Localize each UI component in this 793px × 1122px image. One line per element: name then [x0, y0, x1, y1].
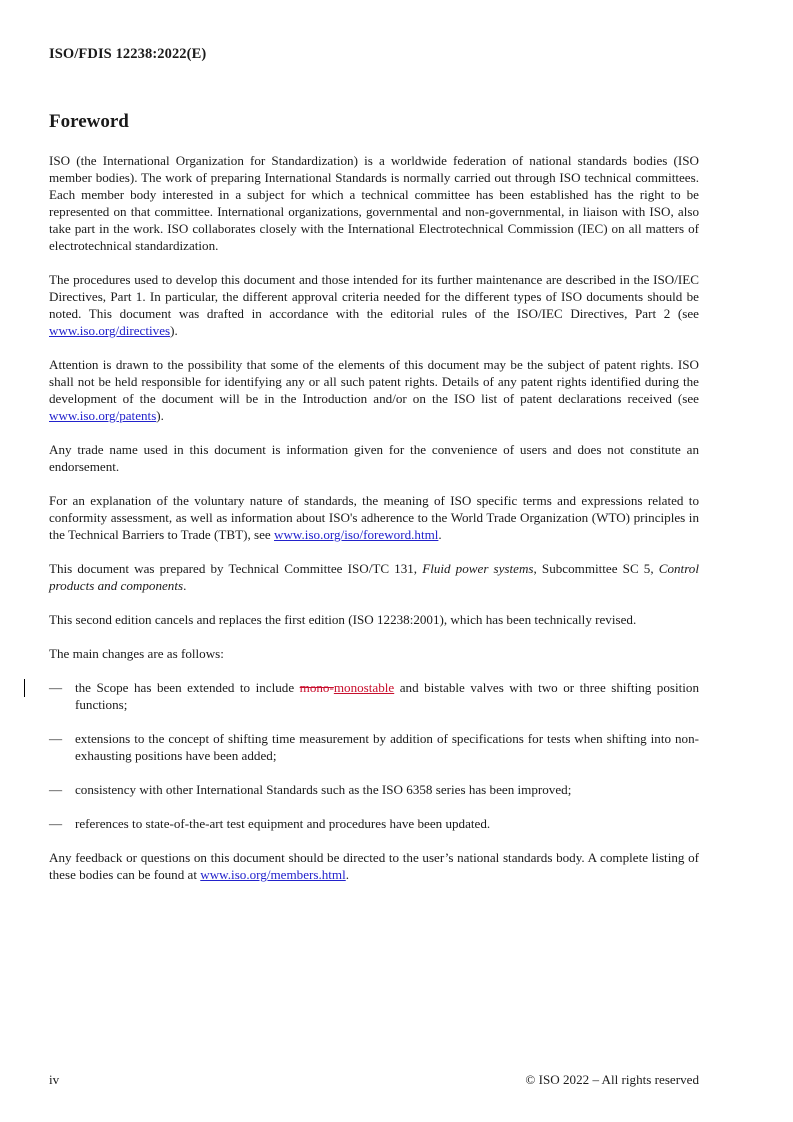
- paragraph-text: Attention is drawn to the possibility that some of the elements of this document may be the subject of patent rights. ISO shall not be held responsible for identifying any or all such patent rights. Details of any patent rights identified during the development of the document will be in the Introduction and/or on the ISO list of patent declarations received (see: [49, 357, 699, 406]
- foreword-body: [49, 152, 699, 900]
- dash-bullet-icon: —: [49, 816, 63, 831]
- paragraph-text: .: [183, 578, 187, 593]
- change-bar-marker: [24, 679, 25, 697]
- paragraph-patents: [49, 356, 699, 424]
- list-item-text: the Scope has been extended to include: [75, 680, 300, 695]
- paragraph-procedures: [49, 271, 699, 339]
- list-item-text: consistency with other International Standards such as the ISO 6358 series has been improved;: [75, 782, 572, 797]
- page-footer: [49, 1072, 699, 1088]
- paragraph-text: This document was prepared by Technical Committee ISO/TC 131,: [49, 561, 423, 576]
- list-item-text: extensions to the concept of shifting time measurement by addition of specifications for tests when shifting into non-exhausting positions have been added;: [75, 731, 699, 763]
- subcommittee-title: Control products and components: [49, 561, 699, 593]
- foreword-link[interactable]: www.iso.org/iso/foreword.html: [274, 527, 439, 542]
- document-id-header: ISO/FDIS 12238:2022(E): [49, 46, 207, 62]
- dash-bullet-icon: —: [49, 731, 63, 746]
- paragraph-text: Any feedback or questions on this document should be directed to the user’s national standards body. A complete listing of these bodies can be found at: [49, 850, 699, 882]
- dash-bullet-icon: —: [49, 680, 63, 695]
- list-item: [49, 815, 699, 832]
- list-item: [49, 679, 699, 713]
- list-item: [49, 781, 699, 798]
- paragraph-text: , Subcommittee SC 5,: [533, 561, 659, 576]
- paragraph-edition: This second edition cancels and replaces the first edition (ISO 12238:2001), which has been technically revised.: [49, 612, 637, 627]
- committee-title: Fluid power systems: [422, 561, 534, 576]
- paragraph-text: .: [345, 867, 350, 882]
- tracked-deletion: mono-: [299, 680, 334, 695]
- paragraph-main-changes-intro: The main changes are as follows:: [49, 646, 224, 661]
- tracked-insertion: monostable: [333, 680, 395, 695]
- paragraph-feedback: [49, 849, 699, 883]
- copyright-notice: © ISO 2022 – All rights reserved: [525, 1072, 699, 1087]
- paragraph-text: .: [438, 527, 442, 542]
- members-link[interactable]: www.iso.org/members.html: [200, 867, 346, 882]
- paragraph-text: ).: [156, 408, 164, 423]
- paragraph-text: ).: [170, 323, 178, 338]
- directives-link[interactable]: www.iso.org/directives: [49, 323, 171, 338]
- list-item-text: and bistable valves with two or three shifting position functions;: [75, 680, 699, 712]
- dash-bullet-icon: —: [49, 782, 63, 797]
- paragraph-trade-name: Any trade name used in this document is information given for the convenience of users and does not constitute an endorsement.: [49, 442, 699, 474]
- changes-list: [49, 679, 699, 832]
- patents-link[interactable]: www.iso.org/patents: [49, 408, 157, 423]
- paragraph-iso-intro: ISO (the International Organization for Standardization) is a worldwide federation of national standards bodies (ISO member bodies). The work of preparing International Standards is normally carried out through ISO technical committees. Each member body interested in a subject for which a technical committee has been established has the right to be represented on that committee. International organizations, governmental and non-governmental, in liaison with ISO, also take part in the work. ISO collaborates closely with the International Electrotechnical Commission (IEC) on all matters of electrotechnical standardization.: [49, 153, 699, 253]
- paragraph-voluntary-nature: [49, 492, 699, 543]
- list-item: [49, 730, 699, 764]
- page-number: iv: [49, 1072, 60, 1087]
- paragraph-text: For an explanation of the voluntary nature of standards, the meaning of ISO specific terms and expressions related to conformity assessment, as well as information about ISO's adherence to the World Trade Organization (WTO) principles in the Technical Barriers to Trade (TBT), see: [49, 493, 699, 542]
- page-title: Foreword: [49, 111, 129, 132]
- list-item-text: references to state-of-the-art test equipment and procedures have been updated.: [75, 816, 491, 831]
- paragraph-text: The procedures used to develop this document and those intended for its further maintenance are described in the ISO/IEC Directives, Part 1. In particular, the different approval criteria needed for the different types of ISO documents should be noted. This document was drafted in accordance with the editorial rules of the ISO/IEC Directives, Part 2 (see: [49, 272, 699, 321]
- paragraph-committee: [49, 560, 699, 594]
